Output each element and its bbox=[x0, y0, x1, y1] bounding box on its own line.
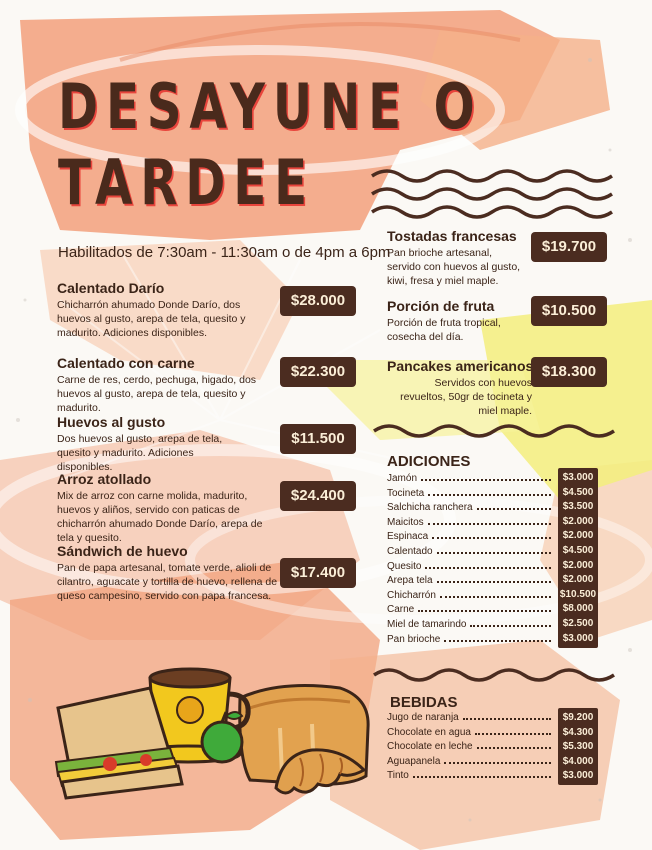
price-list-label: Tinto bbox=[387, 770, 409, 782]
item-description: Pan brioche artesanal, servido con huevos al gusto, kiwi, fresa y miel maple. bbox=[387, 247, 521, 287]
price-list-row bbox=[387, 561, 555, 576]
price-list-price: $4.500 bbox=[562, 486, 594, 498]
dotted-leader bbox=[463, 718, 551, 720]
price-list-label: Jugo de naranja bbox=[387, 712, 459, 723]
price-list-row bbox=[387, 473, 555, 488]
price-list-row bbox=[387, 546, 555, 561]
dotted-leader bbox=[428, 523, 551, 525]
price-list-row bbox=[387, 770, 555, 785]
item-description: Pan de papa artesanal, tomate verde, alioli de cilantro, aguacate y tortilla de huevo, rellena de queso campesino, servido con papa francesa. bbox=[57, 562, 278, 602]
menu-item bbox=[387, 358, 532, 418]
price-tag: $11.500 bbox=[282, 426, 354, 452]
menu-item bbox=[57, 355, 272, 415]
dotted-leader bbox=[413, 776, 551, 778]
price-list-row bbox=[387, 756, 555, 771]
price-list-label: Carne bbox=[387, 604, 415, 616]
dotted-leader bbox=[437, 581, 551, 583]
price-list-label: Salchicha ranchera bbox=[387, 502, 473, 514]
price-list-row bbox=[387, 619, 555, 634]
price-list-row bbox=[387, 741, 555, 756]
item-name: Tostadas francesas bbox=[387, 228, 517, 244]
price-list-price: $4.500 bbox=[562, 545, 594, 556]
price-tag: $19.700 bbox=[533, 234, 605, 260]
item-description: Porción de fruta tropical, cosecha del día. bbox=[387, 317, 501, 343]
item-description: Carne de res, cerdo, pechuga, higado, dos huevos al gusto, arepa de tela, quesito y madurito. bbox=[57, 374, 257, 414]
item-description: Mix de arroz con carne molida, madurito, huevos y aliños, servido con paticas de chicharrón ahumado Donde Darío, arepa de tela y quesito. bbox=[57, 490, 263, 544]
price-list-price: $8.000 bbox=[562, 603, 594, 615]
price-tag: $22.300 bbox=[282, 359, 354, 385]
price-list-price: $2.000 bbox=[562, 515, 594, 527]
item-name: Arroz atollado bbox=[57, 471, 152, 487]
page-title-line-1: DESAYUNE O bbox=[58, 70, 483, 143]
breakfast-illustration bbox=[50, 658, 370, 800]
dotted-leader bbox=[470, 625, 551, 627]
price-list-row bbox=[387, 488, 555, 503]
price-list-row bbox=[387, 502, 555, 517]
dotted-leader bbox=[418, 610, 551, 612]
dotted-leader bbox=[444, 762, 551, 764]
dotted-leader bbox=[437, 552, 551, 554]
item-name: Pancakes americanos bbox=[387, 358, 534, 374]
menu-item bbox=[57, 471, 272, 545]
wavy-lines-decoration bbox=[370, 164, 622, 220]
dotted-leader bbox=[425, 567, 551, 569]
adiciones-price-column bbox=[558, 468, 598, 648]
item-name: Porción de fruta bbox=[387, 298, 495, 314]
price-list-price: $3.500 bbox=[562, 501, 594, 513]
menu-item bbox=[387, 228, 527, 288]
page-title-line-2: TARDEE bbox=[58, 146, 315, 219]
price-list-row bbox=[387, 727, 555, 742]
price-list-row bbox=[387, 604, 555, 619]
price-list-label: Calentado bbox=[387, 546, 433, 557]
wavy-divider-icon bbox=[372, 664, 626, 686]
item-description: Servidos con huevos revueltos, 50gr de tocineta y miel maple. bbox=[400, 377, 532, 417]
price-tag: $28.000 bbox=[282, 288, 354, 314]
price-tag: $24.400 bbox=[282, 483, 354, 509]
price-tag: $17.400 bbox=[282, 560, 354, 586]
price-list-label: Arepa tela bbox=[387, 575, 433, 587]
price-list-label: Tocineta bbox=[387, 487, 425, 499]
dotted-leader bbox=[475, 733, 551, 735]
price-list-label: Maicitos bbox=[387, 516, 424, 528]
price-list-price: $2.000 bbox=[562, 530, 594, 542]
price-list-price: $9.200 bbox=[562, 712, 594, 723]
price-list-price: $3.000 bbox=[562, 632, 594, 644]
item-name: Huevos al gusto bbox=[57, 414, 166, 430]
price-list-label: Jamón bbox=[387, 473, 418, 484]
price-list-price: $2.000 bbox=[562, 559, 594, 571]
price-list-row bbox=[387, 634, 555, 649]
price-list-row bbox=[387, 575, 555, 590]
price-list-row bbox=[387, 590, 555, 605]
price-list-label: Chocolate en agua bbox=[387, 726, 471, 738]
price-list-label: Espinaca bbox=[387, 531, 429, 543]
price-list-row bbox=[387, 712, 555, 727]
dotted-leader bbox=[421, 479, 551, 481]
price-list-label: Miel de tamarindo bbox=[387, 619, 467, 630]
price-list-label: Chocolate en leche bbox=[387, 741, 473, 753]
price-list-price: $10.500 bbox=[559, 588, 597, 600]
price-list-price: $3.000 bbox=[562, 472, 594, 483]
dotted-leader bbox=[432, 537, 551, 539]
service-hours: Habilitados de 7:30am - 11:30am o de 4pm a 6pm bbox=[58, 244, 391, 261]
menu-item bbox=[387, 298, 517, 344]
item-name: Calentado Darío bbox=[57, 280, 165, 296]
menu-item bbox=[57, 543, 282, 603]
menu-item bbox=[57, 280, 272, 340]
price-list-price: $2.500 bbox=[562, 618, 594, 629]
price-list-price: $4.000 bbox=[562, 755, 594, 767]
bebidas-title: BEBIDAS bbox=[390, 694, 458, 711]
price-list-price: $5.300 bbox=[562, 741, 594, 753]
wavy-divider-icon bbox=[372, 420, 626, 442]
price-tag: $18.300 bbox=[533, 359, 605, 385]
menu-item bbox=[57, 414, 272, 474]
dotted-leader bbox=[440, 596, 551, 598]
price-list-label: Chicharrón bbox=[387, 589, 436, 601]
price-list-price: $2.000 bbox=[562, 574, 594, 586]
price-list-row bbox=[387, 517, 555, 532]
item-description: Chicharrón ahumado Donde Darío, dos huevos al gusto, arepa de tela, quesito y madurito. Adiciones disponibles. bbox=[57, 299, 246, 339]
dotted-leader bbox=[444, 640, 551, 642]
item-description: Dos huevos al gusto, arepa de tela, quesito y madurito. Adiciones disponibles. bbox=[57, 433, 223, 473]
price-tag: $10.500 bbox=[533, 298, 605, 324]
price-list-row bbox=[387, 531, 555, 546]
bebidas-price-column bbox=[558, 708, 598, 785]
price-list-label: Pan brioche bbox=[387, 633, 441, 645]
dotted-leader bbox=[477, 508, 551, 510]
adiciones-title: ADICIONES bbox=[387, 453, 471, 470]
price-list-price: $3.000 bbox=[562, 770, 594, 782]
dotted-leader bbox=[477, 747, 551, 749]
price-list-label: Aguapanela bbox=[387, 755, 441, 767]
price-list-label: Quesito bbox=[387, 560, 422, 572]
item-name: Calentado con carne bbox=[57, 355, 195, 371]
item-name: Sándwich de huevo bbox=[57, 543, 188, 559]
dotted-leader bbox=[428, 494, 551, 496]
price-list-price: $4.300 bbox=[562, 726, 594, 738]
